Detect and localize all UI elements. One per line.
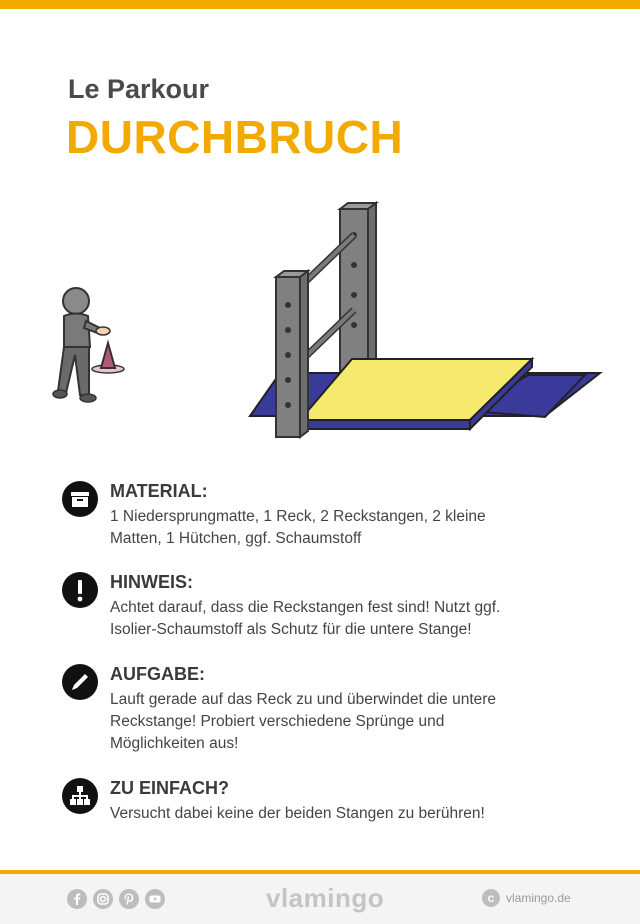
social-links: [67, 889, 165, 909]
pencil-icon: [62, 664, 98, 700]
instagram-icon[interactable]: [93, 889, 113, 909]
youtube-icon[interactable]: [145, 889, 165, 909]
exclamation-icon: [62, 572, 98, 608]
section-hinweis: [62, 572, 622, 652]
page-title: DURCHBRUCH: [66, 111, 404, 163]
horizontal-bar-front-post: [276, 271, 308, 437]
page-subtitle: Le Parkour: [68, 74, 210, 104]
section-zu-einfach: [62, 778, 622, 838]
section-heading: MATERIAL:: [110, 481, 208, 501]
website-link[interactable]: vlamingo.de: [506, 891, 571, 905]
section-body: [110, 689, 550, 755]
copyright: [482, 889, 571, 907]
section-line: Versucht dabei keine der beiden Stangen zu berühren!: [110, 805, 485, 822]
section-material: [62, 481, 622, 561]
section-line: Reckstange! Probiert verschiedene Sprünge und: [110, 713, 445, 730]
section-line: 1 Niedersprungmatte, 1 Reck, 2 Reckstangen, 2 kleine: [110, 508, 486, 525]
parkour-illustration: [0, 195, 640, 455]
box-icon: [62, 481, 98, 517]
pinterest-icon[interactable]: [119, 889, 139, 909]
section-body: [110, 597, 550, 641]
section-body: [110, 506, 550, 550]
section-line: Möglichkeiten aus!: [110, 735, 239, 752]
copyright-icon: c: [482, 889, 500, 907]
section-line: Isolier-Schaumstoff als Schutz für die untere Stange!: [110, 621, 472, 638]
section-body: [110, 803, 550, 825]
brand-logo: vlamingo: [266, 883, 385, 913]
section-line: Lauft gerade auf das Reck zu und überwindet die untere: [110, 691, 497, 708]
footer: [0, 874, 640, 924]
section-line: Matten, 1 Hütchen, ggf. Schaumstoff: [110, 530, 362, 547]
section-heading: AUFGABE:: [110, 664, 205, 684]
section-heading: ZU EINFACH?: [110, 778, 229, 798]
horizontal-bar-back-post: [340, 203, 376, 384]
section-line: Achtet darauf, dass die Reckstangen fest sind! Nutzt ggf.: [110, 599, 501, 616]
section-aufgabe: [62, 664, 622, 764]
facebook-icon[interactable]: [67, 889, 87, 909]
person-with-cone-figure: [53, 288, 124, 402]
top-accent-bar: [0, 0, 640, 9]
yellow-landing-mat: [300, 359, 532, 429]
hierarchy-icon: [62, 778, 98, 814]
section-heading: HINWEIS:: [110, 572, 193, 592]
